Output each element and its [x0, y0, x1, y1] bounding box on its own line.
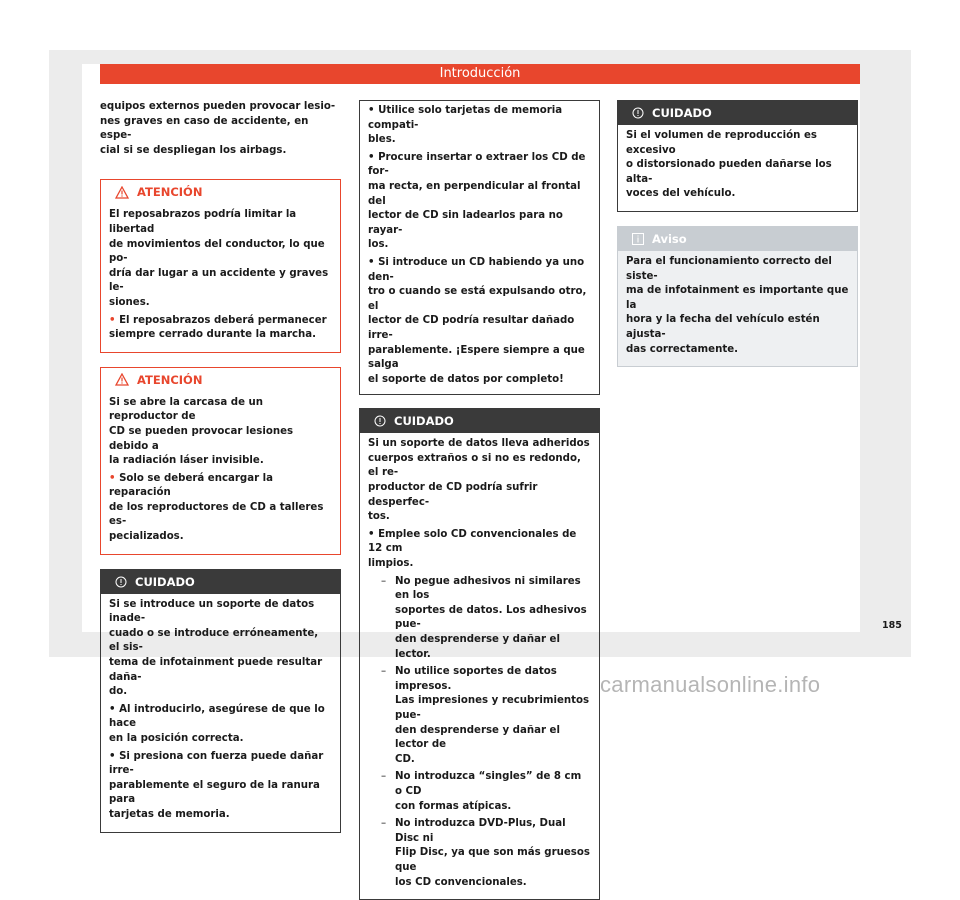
- warning-title: ATENCIÓN: [137, 185, 203, 200]
- dash-icon: –: [381, 666, 387, 678]
- bullet-icon: •: [109, 703, 116, 715]
- list-item: • Procure insertar o extraer los CD de for- ma recta, en perpendicular al frontal del lector de CD sin ladearlos para no rayar- los.: [368, 151, 586, 251]
- bullet-icon: •: [368, 105, 375, 116]
- caution-header: [618, 101, 857, 125]
- note-box: [617, 226, 858, 367]
- warning-triangle-icon: [115, 186, 129, 199]
- caution-header: [101, 570, 340, 594]
- caution-text: Si un soporte de datos lleva adheridos cuerpos extraños o si no es redondo, el re- productor de CD podría sufrir desperfec- tos.: [368, 438, 590, 523]
- bullet-icon: •: [368, 256, 375, 268]
- info-circle-icon: [374, 415, 386, 427]
- bullet-icon: •: [109, 750, 116, 762]
- info-square-icon: [632, 233, 644, 245]
- dash-item: – No utilice soportes de datos impresos. Las impresiones y recubrimientos pue- den desprenderse y dañar el lector de CD.: [381, 666, 590, 765]
- note-title: Aviso: [652, 231, 687, 246]
- caution-text: Si se introduce un soporte de datos inade- cuado o se introduce erróneamente, el sis- tema de infotainment puede resultar daña- do.: [109, 598, 323, 698]
- caution-box: [100, 569, 341, 833]
- warning-title: ATENCIÓN: [137, 372, 203, 387]
- column-3: [617, 100, 858, 367]
- column-2: [359, 100, 600, 900]
- dash-item: – No introduzca DVD-Plus, Dual Disc ni Flip Disc, ya que son más gruesos que los CD convencionales.: [381, 818, 590, 888]
- caution-box-foreign-bodies: [359, 408, 600, 900]
- dash-item: – No pegue adhesivos ni similares en los soportes de datos. Los adhesivos pue- den desprenderse y dañar el lector.: [381, 575, 587, 660]
- note-text: Para el funcionamiento correcto del siste- ma de infotainment es importante que la hora y la fecha del vehículo estén ajusta- das correctamente.: [626, 255, 849, 355]
- caution-bullet: • Si presiona con fuerza puede dañar irre- parablemente el seguro de la ranura para tarjetas de memoria.: [109, 750, 324, 820]
- column-1: [100, 100, 341, 833]
- dash-icon: –: [381, 575, 387, 587]
- warning-box: [100, 179, 341, 352]
- list-item: • Utilice solo tarjetas de memoria compati- bles.: [368, 105, 563, 146]
- recommendation-list: [359, 100, 600, 395]
- info-circle-icon: [632, 107, 644, 119]
- warning-header: [101, 180, 340, 204]
- section-header: Introducción: [100, 64, 860, 84]
- caution-box-volume: [617, 100, 858, 212]
- intro-paragraph: equipos externos pueden provocar lesio- nes graves en caso de accidente, en espe- cial si se despliegan los airbags.: [100, 101, 336, 156]
- warning-bullet: • El reposabrazos deberá permanecer siempre cerrado durante la marcha.: [109, 314, 327, 341]
- dash-icon: –: [381, 818, 387, 830]
- warning-triangle-icon: [115, 373, 129, 386]
- bullet-icon: •: [109, 314, 116, 326]
- note-header: [618, 227, 857, 251]
- info-circle-icon: [115, 576, 127, 588]
- caution-bullet: • Al introducirlo, asegúrese de que lo hace en la posición correcta.: [109, 703, 325, 744]
- list-item: • Si introduce un CD habiendo ya uno den- tro o cuando se está expulsando otro, el lector de CD podría resultar dañado irre- parablemente. ¡Espere siempre a que salga el soporte de datos por completo!: [368, 256, 587, 385]
- caution-text: Si el volumen de reproducción es excesivo o distorsionado pueden dañarse los alta- voces del vehículo.: [626, 130, 832, 200]
- warning-text: Si se abre la carcasa de un reproductor de CD se pueden provocar lesiones debido a la radiación láser invisible.: [109, 396, 294, 467]
- warning-box-laser: [100, 367, 341, 555]
- bullet-icon: •: [368, 528, 375, 540]
- caution-title: CUIDADO: [394, 414, 454, 429]
- dash-item: – No introduzca “singles” de 8 cm o CD con formas atípicas.: [381, 771, 582, 812]
- page-number: 185: [882, 620, 902, 631]
- caution-header: [360, 409, 599, 433]
- caution-title: CUIDADO: [135, 574, 195, 589]
- warning-text: El reposabrazos podría limitar la libertad de movimientos del conductor, lo que po- dría dar lugar a un accidente y graves le- siones.: [109, 209, 329, 308]
- bullet-icon: •: [368, 151, 375, 163]
- bullet-icon: •: [109, 472, 116, 484]
- caution-title: CUIDADO: [652, 106, 712, 120]
- warning-header: [101, 368, 340, 392]
- warning-bullet: • Solo se deberá encargar la reparación de los reproductores de CD a talleres es- pecializados.: [109, 472, 324, 543]
- caution-bullet: • Emplee solo CD convencionales de 12 cm limpios.: [368, 528, 577, 570]
- watermark: carmanualsonline.info: [600, 672, 821, 697]
- dash-icon: –: [381, 771, 387, 783]
